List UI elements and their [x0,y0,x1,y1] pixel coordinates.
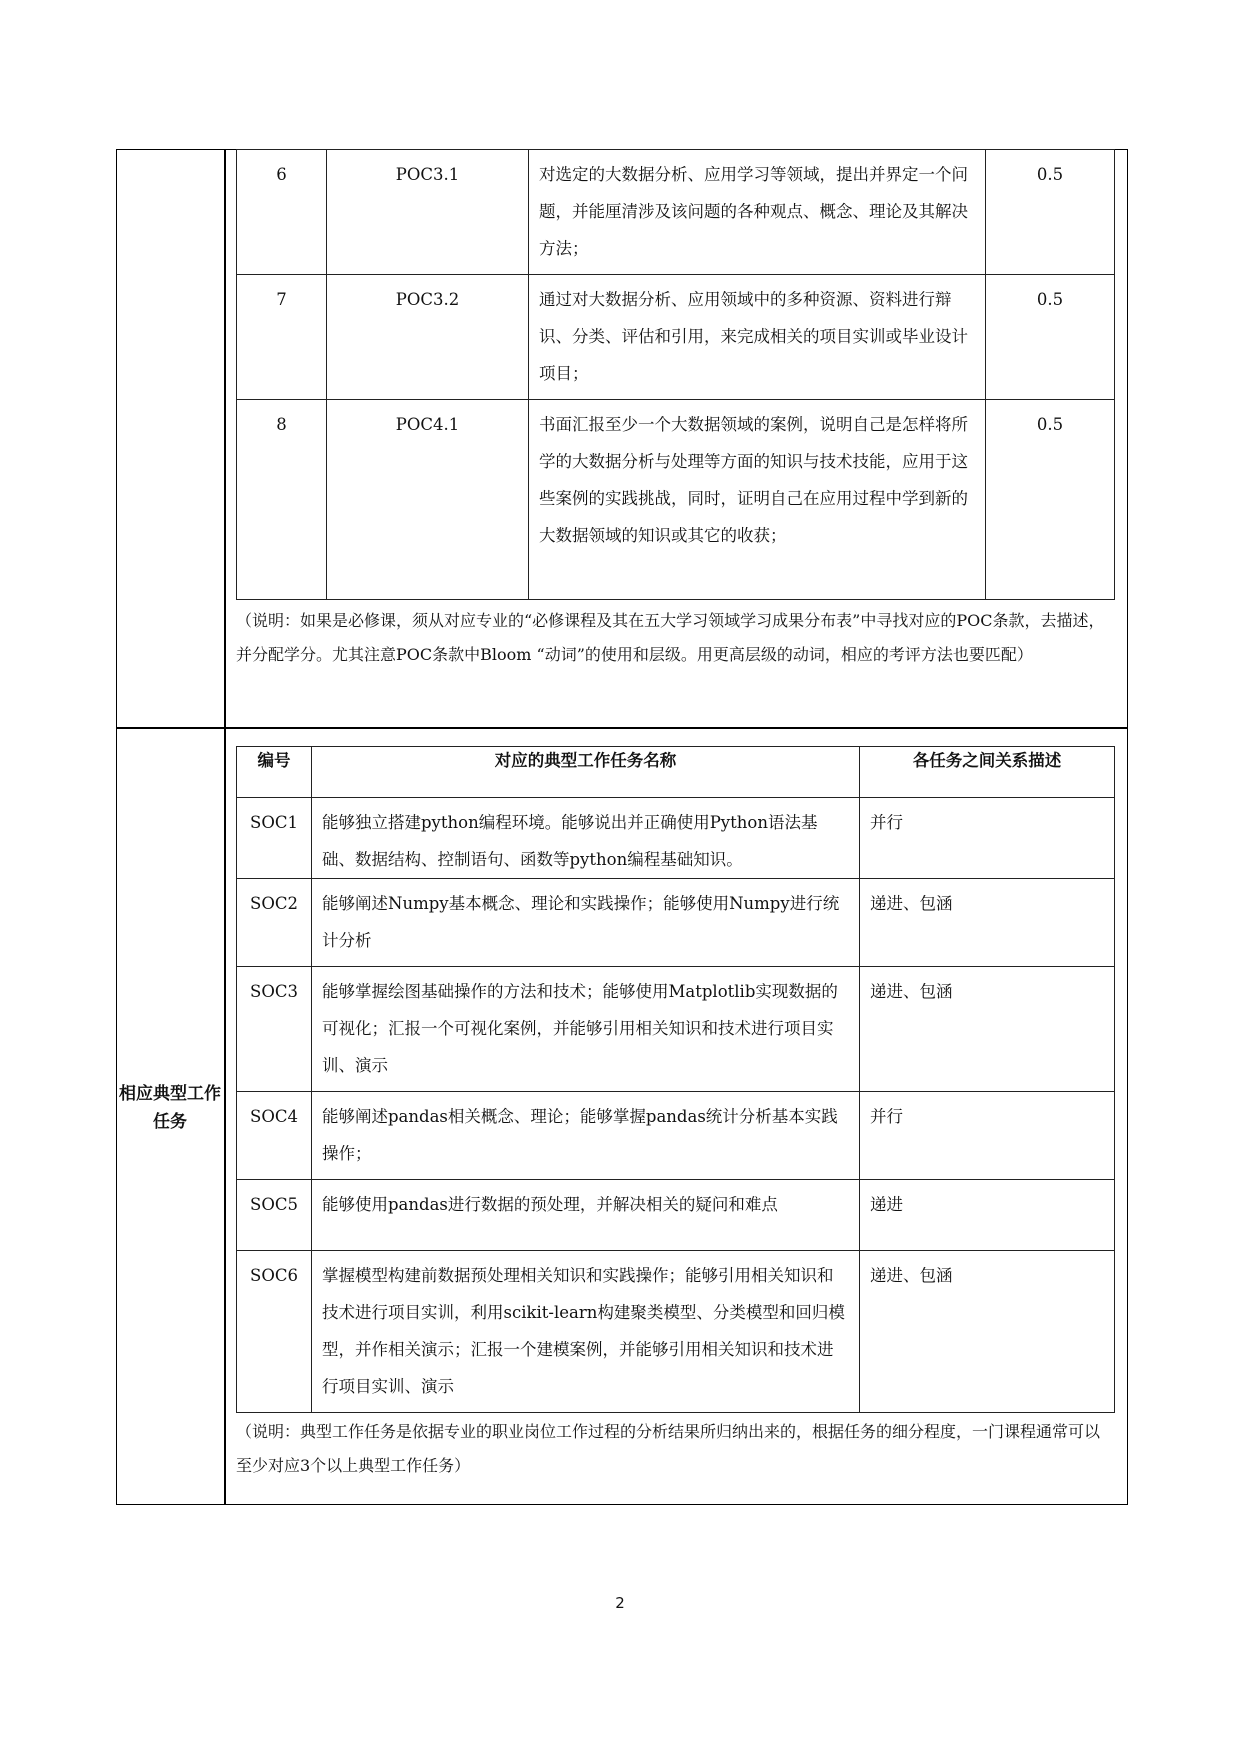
page-number: 2 [615,1594,625,1612]
task-name: 能够阐述Numpy基本概念、理论和实践操作；能够使用Numpy进行统计分析 [312,879,860,967]
task-name: 能够使用pandas进行数据的预处理，并解决相关的疑问和难点 [312,1180,860,1251]
task-name: 能够掌握绘图基础操作的方法和技术；能够使用Matplotlib实现数据的可视化；汇报一个可视化案例，并能够引用相关知识和技术进行项目实训、演示 [312,967,860,1092]
task-relation: 并行 [860,1092,1115,1180]
task-name: 能够阐述pandas相关概念、理论；能够掌握pandas统计分析基本实践操作； [312,1092,860,1180]
task-name: 能够独立搭建python编程环境。能够说出并正确使用Python语法基础、数据结构、控制语句、函数等python编程基础知识。 [312,798,860,879]
poc-credit: 0.5 [986,150,1115,275]
task-relation: 递进、包涵 [860,967,1115,1092]
poc-code: POC4.1 [327,400,529,600]
task-relation: 递进、包涵 [860,1251,1115,1413]
poc-desc: 通过对大数据分析、应用领域中的多种资源、资料进行辩识、分类、评估和引用，来完成相关的项目实训或毕业设计项目； [529,275,986,400]
task-relation: 递进、包涵 [860,879,1115,967]
table-row [237,400,1115,600]
poc-code: POC3.1 [327,150,529,275]
table-row [237,1180,1115,1251]
header-task-name: 对应的典型工作任务名称 [312,747,860,798]
poc-no: 8 [237,400,327,600]
table-row [237,1251,1115,1413]
poc-code: POC3.2 [327,275,529,400]
task-code: SOC1 [237,798,312,879]
task-code: SOC5 [237,1180,312,1251]
header-no: 编号 [237,747,312,798]
table-header-row [237,747,1115,798]
table-row [237,798,1115,879]
poc-credit: 0.5 [986,400,1115,600]
task-code: SOC4 [237,1092,312,1180]
table-row [237,879,1115,967]
task-name: 掌握模型构建前数据预处理相关知识和实践操作；能够引用相关知识和技术进行项目实训，利用scikit-learn构建聚类模型、分类模型和回归模型，并作相关演示；汇报一个建模案例，并能够引用相关知识和技术进行项目实训、演示 [312,1251,860,1413]
task-code: SOC2 [237,879,312,967]
column-divider [224,149,226,1505]
poc-table [236,149,1115,600]
header-relation: 各任务之间关系描述 [860,747,1115,798]
table-row [237,1092,1115,1180]
task-table [236,746,1115,1413]
task-relation: 并行 [860,798,1115,879]
poc-desc: 对选定的大数据分析、应用学习等领域，提出并界定一个问题，并能厘清涉及该问题的各种观点、概念、理论及其解决方法； [529,150,986,275]
section-label-tasks: 相应典型工作任务 [119,1084,221,1132]
table-row [237,967,1115,1092]
poc-no: 7 [237,275,327,400]
poc-no: 6 [237,150,327,275]
task-relation: 递进 [860,1180,1115,1251]
poc-desc: 书面汇报至少一个大数据领域的案例，说明自己是怎样将所学的大数据分析与处理等方面的知识与技术技能，应用于这些案例的实践挑战，同时，证明自己在应用过程中学到新的大数据领域的知识或其它的收获； [529,400,986,600]
poc-note: （说明：如果是必修课，须从对应专业的“必修课程及其在五大学习领域学习成果分布表”中寻找对应的POC条款，去描述，并分配学分。尤其注意POC条款中Bloom “动词”的使用和层级。用更高层级的动词，相应的考评方法也要匹配） [236,611,1105,664]
task-code: SOC6 [237,1251,312,1413]
poc-credit: 0.5 [986,275,1115,400]
table-row [237,275,1115,400]
section-divider [116,727,1128,729]
table-row [237,150,1115,275]
task-code: SOC3 [237,967,312,1092]
task-note: （说明：典型工作任务是依据专业的职业岗位工作过程的分析结果所归纳出来的，根据任务的细分程度，一门课程通常可以至少对应3个以上典型工作任务） [236,1422,1101,1475]
